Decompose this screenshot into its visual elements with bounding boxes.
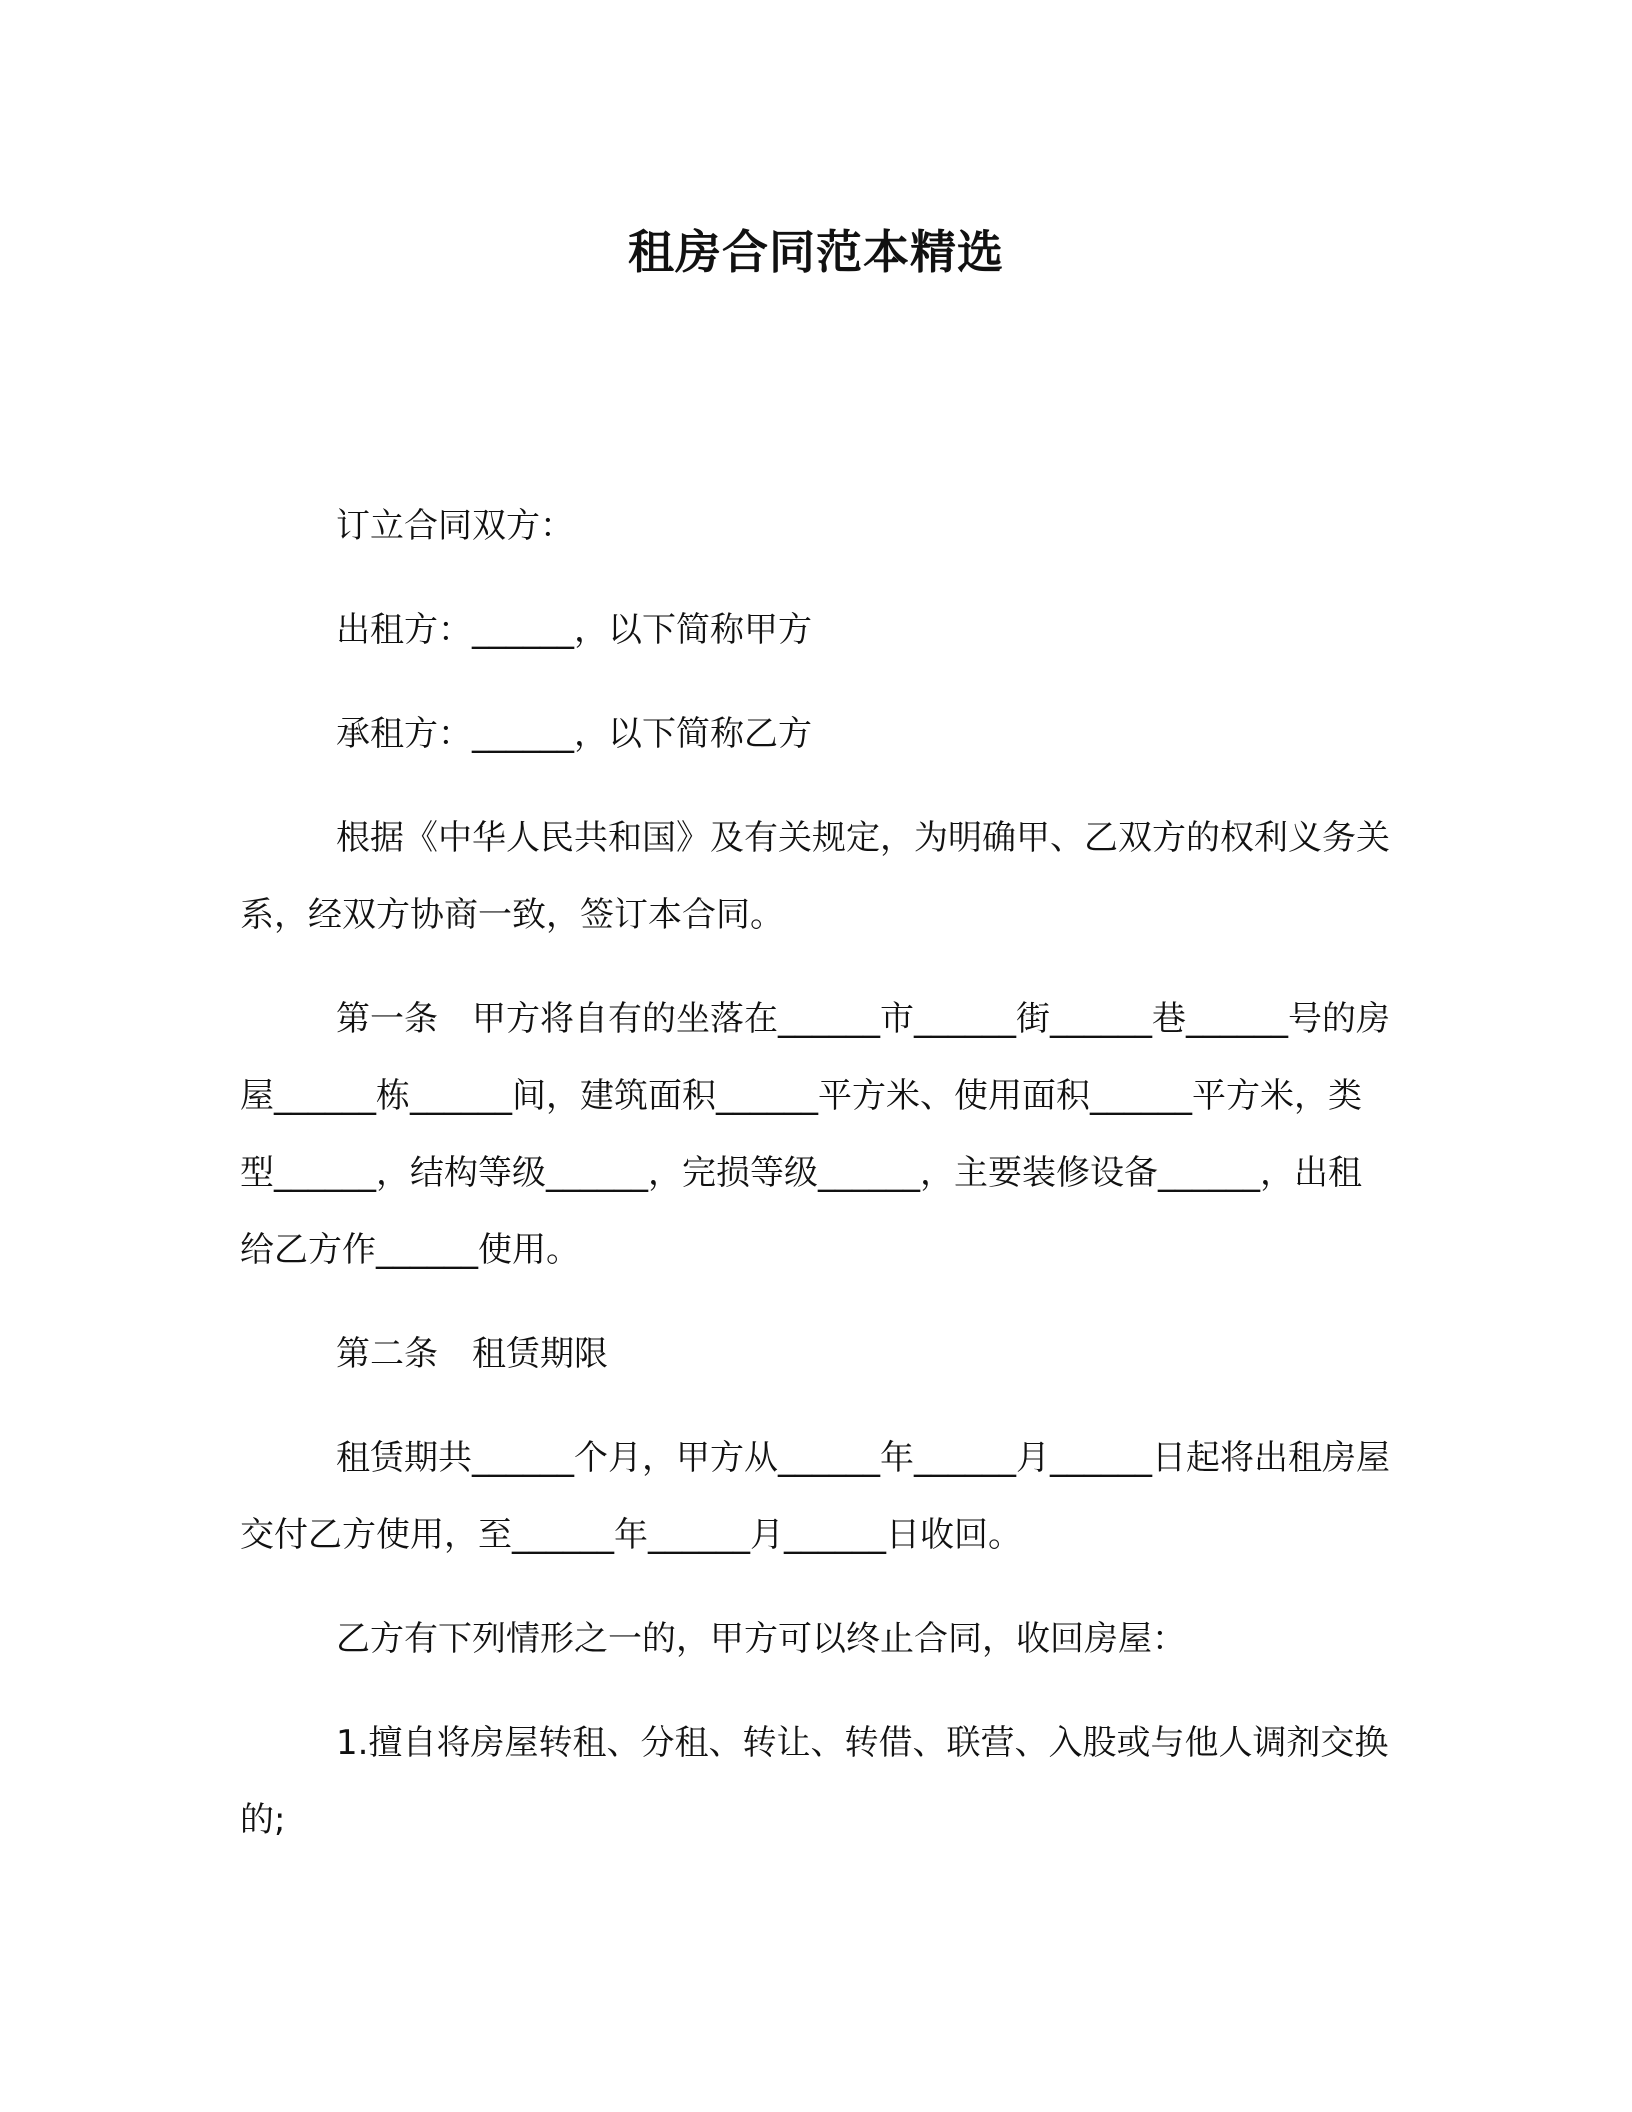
paragraph-lease-term: 租赁期共______个月，甲方从______年______月______日起将出租房屋交付乙方使用，至______年______月______日收回。 — [240, 1438, 1390, 1555]
paragraph-basis: 根据《中华人民共和国》及有关规定，为明确甲、乙双方的权利义务关系，经双方协商一致，签订本合同。 — [240, 818, 1390, 935]
paragraph-article-2-heading: 第二条 租赁期限 — [336, 1334, 608, 1374]
paragraph-article-1: 第一条 甲方将自有的坐落在______市______街______巷______号的房屋______栋______间，建筑面积______平方米、使用面积______平方米，类型______，结构等级______，完损等级______，主要装修设备______，出租给乙方作______使用。 — [240, 999, 1390, 1270]
paragraph-lessee: 承租方：______，以下简称乙方 — [336, 714, 812, 754]
paragraph-termination-conditions: 乙方有下列情形之一的，甲方可以终止合同，收回房屋： — [336, 1619, 1186, 1659]
paragraph-parties-intro: 订立合同双方： — [336, 506, 574, 546]
paragraph-lessor: 出租方：______，以下简称甲方 — [336, 610, 812, 650]
document-title: 租房合同范本精选 — [628, 225, 1004, 279]
paragraph-condition-1: 1.擅自将房屋转租、分租、转让、转借、联营、入股或与他人调剂交换的; — [240, 1723, 1389, 1840]
document-body — [240, 488, 1390, 1886]
